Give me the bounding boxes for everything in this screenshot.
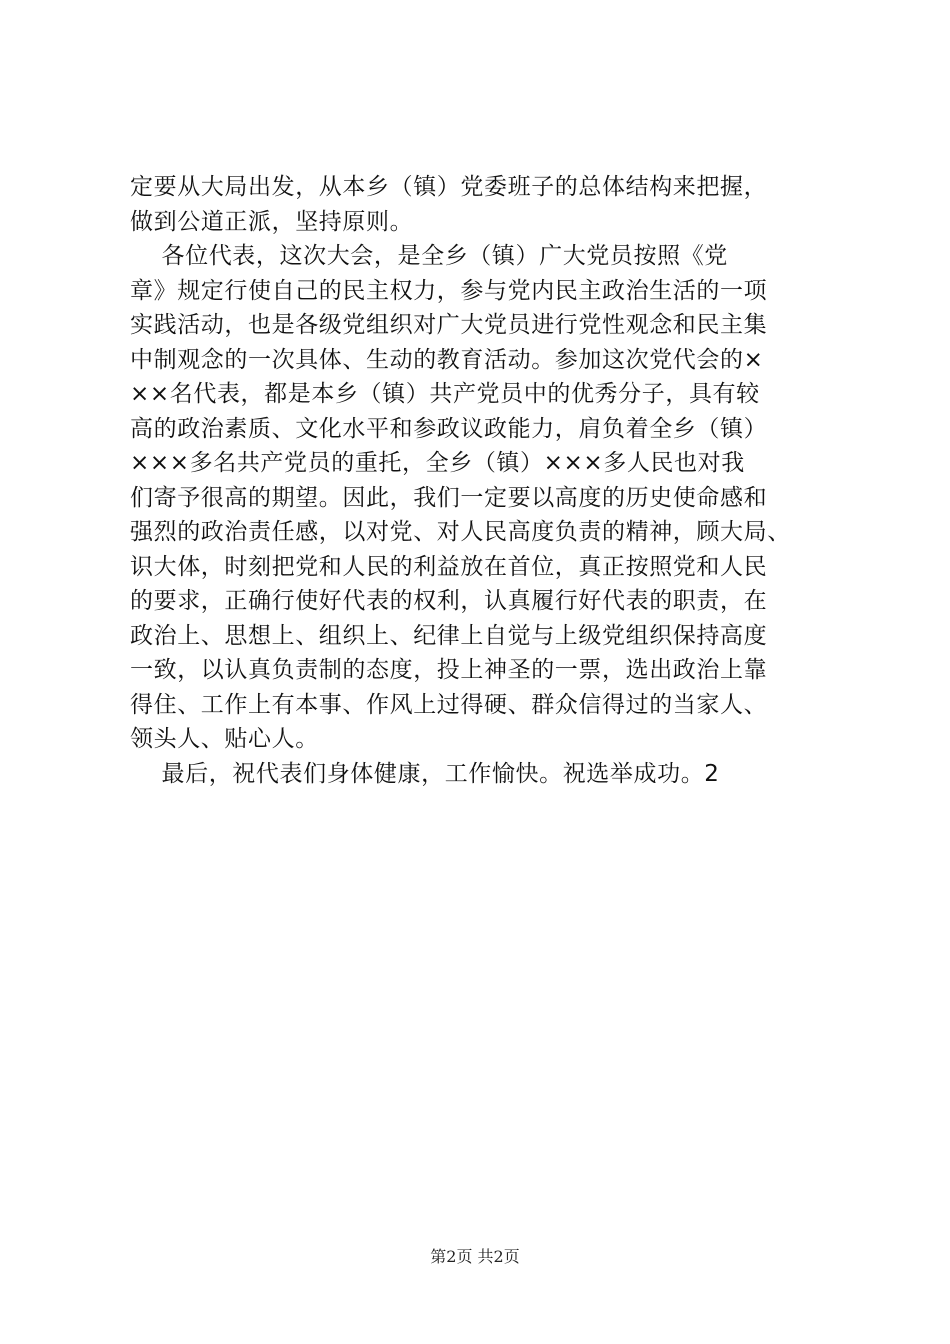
text-line: ×××多名共产党员的重托，全乡（镇）×××多人民也对我 — [130, 450, 745, 476]
text-line: 政治上、思想上、组织上、纪律上自觉与上级党组织保持高度 — [130, 622, 768, 649]
text-line: 们寄予很高的期望。因此，我们一定要以高度的历史使命感和 — [130, 484, 768, 511]
text-line: 做到公道正派，坚持原则。 — [130, 208, 414, 235]
text-line: 的要求，正确行使好代表的权利，认真履行好代表的职责，在 — [130, 588, 768, 614]
body-text — [130, 170, 830, 791]
text-line: 各位代表，这次大会，是全乡（镇）广大党员按照《党 — [130, 243, 728, 269]
page-footer — [0, 1244, 950, 1267]
text-line: 定要从大局出发，从本乡（镇）党委班子的总体结构来把握， — [130, 174, 768, 200]
text-line: 最后，祝代表们身体健康，工作愉快。祝选举成功。2 — [130, 760, 720, 787]
text-line: 得住、工作上有本事、作风上过得硬、群众信得过的当家人、 — [130, 691, 768, 718]
page-number: 第2页 共2页 — [430, 1247, 520, 1266]
text-line: 高的政治素质、文化水平和参政议政能力，肩负着全乡（镇） — [130, 415, 768, 442]
text-line: 中制观念的一次具体、生动的教育活动。参加这次党代会的× — [130, 346, 764, 373]
text-line: 识大体，时刻把党和人民的利益放在首位，真正按照党和人民 — [130, 553, 768, 580]
text-line: 章》规定行使自己的民主权力，参与党内民主政治生活的一项 — [130, 277, 768, 304]
text-line: 一致，以认真负责制的态度，投上神圣的一票，选出政治上靠 — [130, 657, 768, 683]
text-line: 强烈的政治责任感，以对党、对人民高度负责的精神，顾大局、 — [130, 519, 791, 545]
text-line: ××名代表，都是本乡（镇）共产党员中的优秀分子，具有较 — [130, 381, 760, 407]
text-line: 领头人、贴心人。 — [130, 726, 319, 752]
text-line: 实践活动，也是各级党组织对广大党员进行党性观念和民主集 — [130, 312, 768, 338]
